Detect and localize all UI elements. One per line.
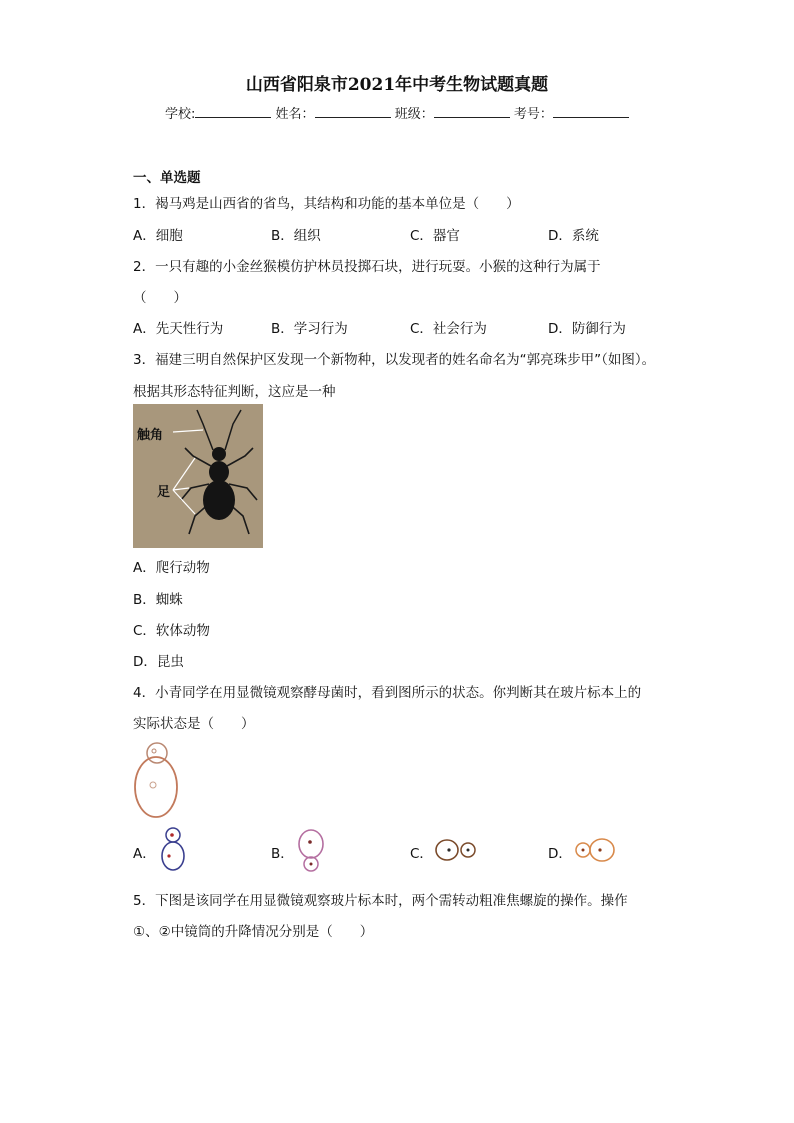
- class-label: 班级：: [394, 107, 434, 122]
- q3-option-d: D．昆虫: [133, 654, 184, 670]
- exam-no-label: 考号：: [513, 107, 553, 122]
- yeast-option-c-figure: [434, 836, 480, 864]
- page-title: 山西省阳泉市2021年中考生物试题真题: [245, 75, 549, 95]
- q3-option-b: B．蜘蛛: [133, 592, 183, 608]
- question-1-stem: 1．褐马鸡是山西省的省鸟，其结构和功能的基本单位是（ ）: [133, 196, 520, 212]
- yeast-option-b-figure: [296, 826, 328, 874]
- q4-option-c: C．: [410, 846, 433, 862]
- yeast-observed-figure: [133, 737, 183, 823]
- q2-option-c: C．社会行为: [410, 321, 487, 337]
- class-blank[interactable]: [434, 105, 510, 118]
- question-2-stem-cont: （ ）: [133, 290, 187, 306]
- name-label: 姓名：: [275, 107, 315, 122]
- question-4-stem-cont: 实际状态是（ ）: [133, 716, 255, 732]
- school-label: 学校:: [165, 107, 196, 122]
- q2-option-a: A．先天性行为: [133, 321, 224, 337]
- school-blank[interactable]: [195, 105, 271, 118]
- question-5-stem: 5．下图是该同学在用显微镜观察玻片标本时，两个需转动粗准焦螺旋的操作。操作: [133, 893, 628, 909]
- q4-option-b: B．: [271, 846, 294, 862]
- section-heading: 一、单选题: [133, 170, 201, 186]
- question-4-stem: 4．小青同学在用显微镜观察酵母菌时，看到图所示的状态。你判断其在玻片标本上的: [133, 685, 642, 701]
- question-2-stem: 2．一只有趣的小金丝猴模仿护林员投掷石块，进行玩耍。小猴的这种行为属于: [133, 259, 601, 275]
- q4-option-a: A．: [133, 846, 156, 862]
- q1-option-c: C．器官: [410, 228, 460, 244]
- yeast-option-d-figure: [572, 836, 618, 864]
- q1-option-b: B．组织: [271, 228, 321, 244]
- beetle-photo: [133, 404, 263, 548]
- antenna-label: 触角: [137, 428, 164, 443]
- question-5-stem-cont: ①、②中镜筒的升降情况分别是（ ）: [133, 924, 374, 940]
- question-3-stem-cont: 根据其形态特征判断，这应是一种: [133, 384, 336, 400]
- q1-option-d: D．系统: [548, 228, 599, 244]
- question-3-stem: 3．福建三明自然保护区发现一个新物种，以发现者的姓名命名为“郭亮珠步甲”（如图）。: [133, 352, 656, 368]
- exam-no-blank[interactable]: [553, 105, 629, 118]
- q1-option-a: A．细胞: [133, 228, 183, 244]
- q3-option-c: C．软体动物: [133, 623, 210, 639]
- name-blank[interactable]: [315, 105, 391, 118]
- yeast-option-a-figure: [158, 826, 190, 872]
- q2-option-d: D．防御行为: [548, 321, 626, 337]
- q4-option-d: D．: [548, 846, 572, 862]
- q2-option-b: B．学习行为: [271, 321, 348, 337]
- q3-option-a: A．爬行动物: [133, 560, 210, 576]
- foot-label: 足: [157, 485, 171, 500]
- student-info-line: [165, 103, 629, 122]
